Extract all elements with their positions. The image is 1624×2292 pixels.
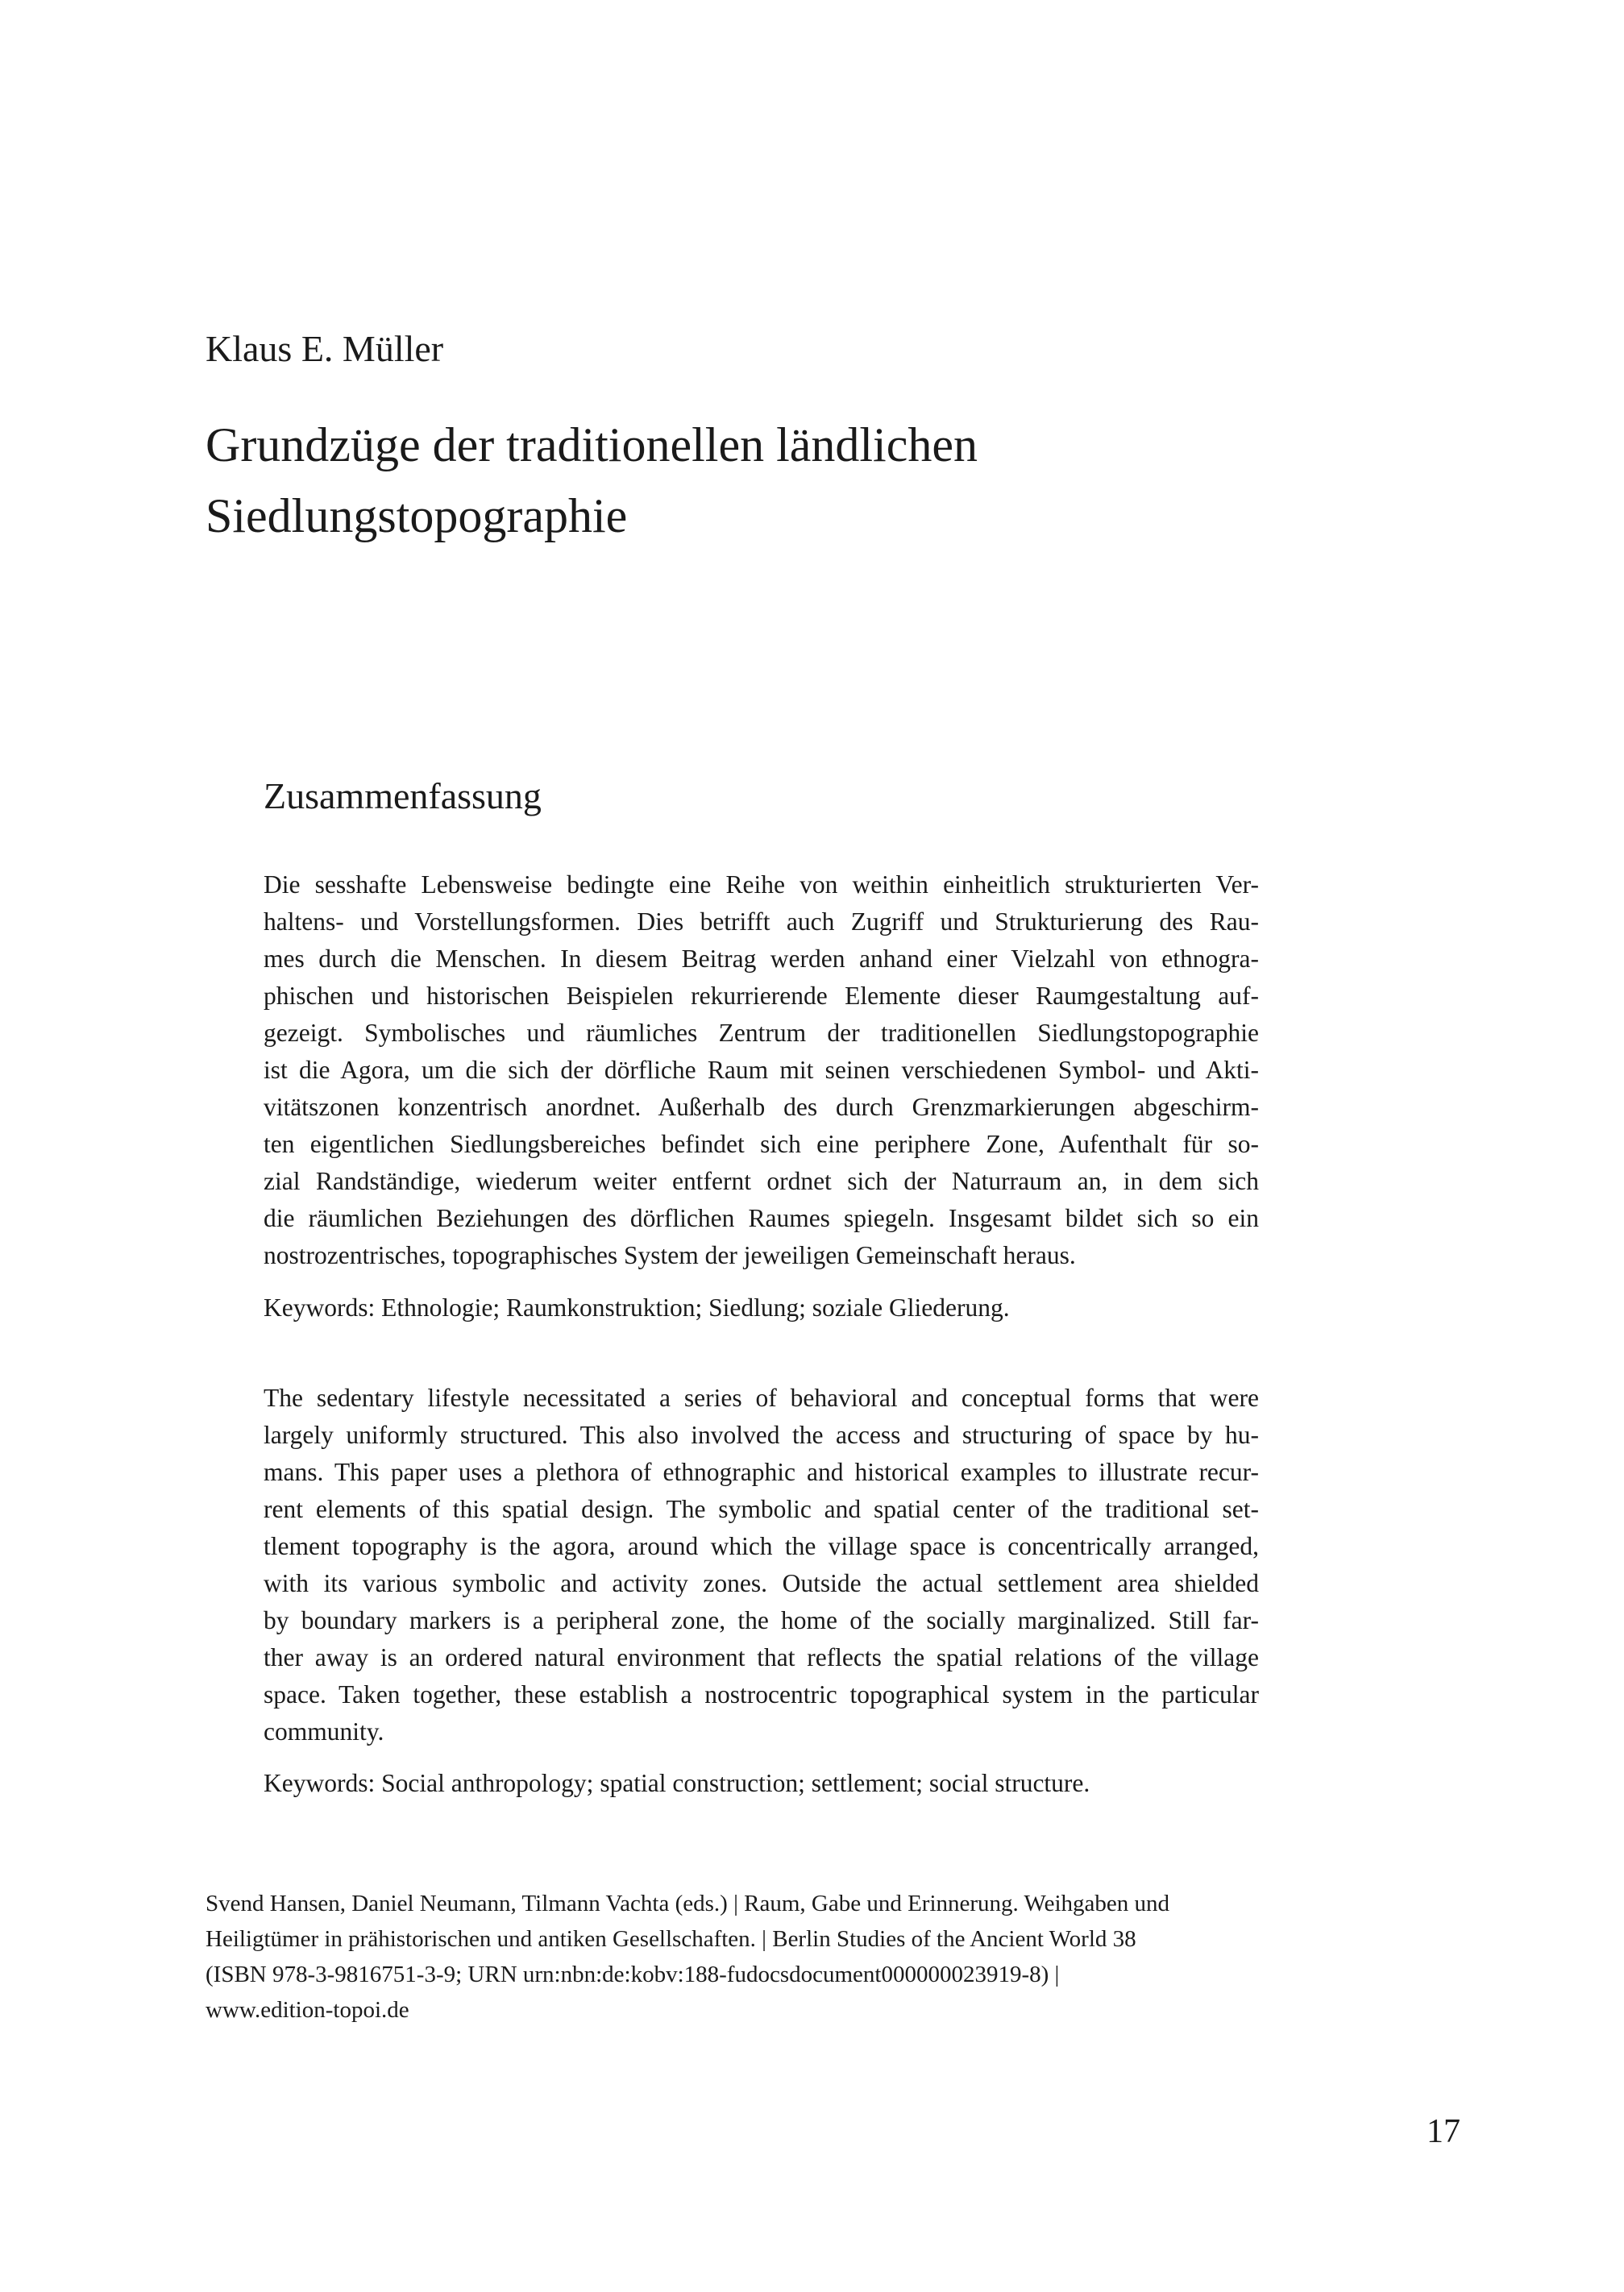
abstract-german-line: ist die Agora, um die sich der dörfliche Raum mit seinen verschiedenen Symbol- und Akti-: [264, 1056, 1259, 1084]
abstract-german: [264, 866, 1259, 1274]
footnote-line: Heiligtümer in prähistorischen und antiken Gesellschaften. | Berlin Studies of the Ancient World 38: [206, 1926, 1136, 1952]
footnote-line: (ISBN 978-3-9816751-3-9; URN urn:nbn:de:kobv:188-fudocsdocument000000023919-8) |: [206, 1962, 1060, 1987]
footnote-line: Svend Hansen, Daniel Neumann, Tilmann Vachta (eds.) | Raum, Gabe und Erinnerung. Weihgaben und: [206, 1891, 1169, 1916]
abstract-german-line: haltens- und Vorstellungsformen. Dies betrifft auch Zugriff und Strukturierung des Rau-: [264, 907, 1259, 936]
abstract-german-line: mes durch die Menschen. In diesem Beitrag werden anhand einer Vielzahl von ethnogra-: [264, 945, 1259, 973]
abstract-english-line: The sedentary lifestyle necessitated a series of behavioral and conceptual forms that were: [264, 1384, 1259, 1412]
author-name: Klaus E. Müller: [206, 328, 444, 369]
abstract-english-line: ther away is an ordered natural environment that reflects the spatial relations of the village: [264, 1643, 1259, 1671]
abstract-german-line: zial Randständige, wiederum weiter entfernt ordnet sich der Naturraum an, in dem sich: [264, 1167, 1259, 1195]
abstract-english-line: rent elements of this spatial design. The symbolic and spatial center of the traditional set-: [264, 1495, 1259, 1523]
abstract-german-line: vitätszonen konzentrisch anordnet. Außerhalb des durch Grenzmarkierungen abgeschirm-: [264, 1093, 1259, 1121]
abstract-english-line: largely uniformly structured. This also involved the access and structuring of space by hu-: [264, 1421, 1259, 1449]
abstract-german-line: phischen und historischen Beispielen rekurrierende Elemente dieser Raumgestaltung auf-: [264, 982, 1259, 1010]
abstract-english-line: tlement topography is the agora, around which the village space is concentrically arranged,: [264, 1532, 1259, 1560]
abstract-english-line: mans. This paper uses a plethora of ethnographic and historical examples to illustrate recur-: [264, 1458, 1259, 1486]
article-title: [206, 409, 1374, 551]
article-title-line: Grundzüge der traditionellen ländlichen: [206, 418, 978, 471]
abstract-german-line: ten eigentlichen Siedlungsbereiches befindet sich eine periphere Zone, Aufenthalt für so-: [264, 1130, 1259, 1158]
abstract-german-line: nostrozentrisches, topographisches System der jeweiligen Gemeinschaft heraus.: [264, 1241, 1076, 1269]
abstract-german-line: Die sesshafte Lebensweise bedingte eine Reihe von weithin einheitlich strukturierten Ver-: [264, 870, 1259, 899]
section-heading-summary: Zusammenfassung: [264, 775, 542, 816]
abstract-english-line: community.: [264, 1717, 384, 1746]
page-number: 17: [1427, 2113, 1460, 2150]
abstract-english-line: space. Taken together, these establish a nostrocentric topographical system in the particular: [264, 1680, 1259, 1709]
keywords-german: Keywords: Ethnologie; Raumkonstruktion; Siedlung; soziale Gliederung.: [264, 1293, 1010, 1322]
abstract-english-line: by boundary markers is a peripheral zone, the home of the socially marginalized. Still far-: [264, 1606, 1259, 1634]
abstract-english: [264, 1380, 1259, 1750]
article-title-line: Siedlungstopographie: [206, 489, 628, 542]
keywords-english: Keywords: Social anthropology; spatial construction; settlement; social structure.: [264, 1769, 1090, 1797]
publication-footnote: [206, 1886, 1269, 2028]
abstract-german-line: gezeigt. Symbolisches und räumliches Zentrum der traditionellen Siedlungstopographie: [264, 1019, 1259, 1047]
abstract-english-line: with its various symbolic and activity zones. Outside the actual settlement area shielded: [264, 1569, 1259, 1597]
footnote-line: www.edition-topoi.de: [206, 1997, 409, 2023]
abstract-german-line: die räumlichen Beziehungen des dörflichen Raumes spiegeln. Insgesamt bildet sich so ein: [264, 1204, 1259, 1232]
